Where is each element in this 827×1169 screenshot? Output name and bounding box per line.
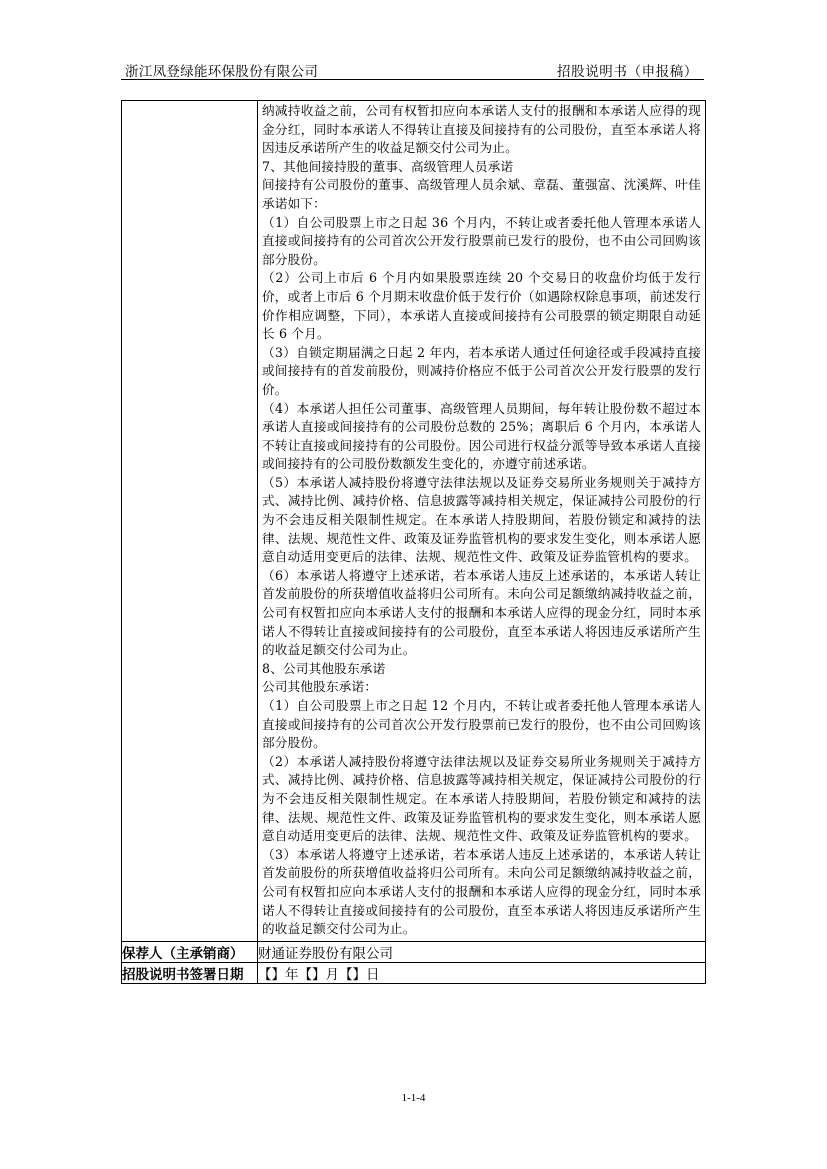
sign-date-value: 【】年【】月【】日	[258, 962, 706, 983]
sponsor-value: 财通证券股份有限公司	[258, 941, 706, 962]
commitment-row	[122, 101, 706, 942]
paragraph: （1）自公司股票上市之日起 36 个月内，不转让或者委托他人管理本承诺人直接或间接持有的公司首次公开发行股票前已发行的股份，也不由公司回购该部分股份。	[262, 214, 701, 267]
paragraph: （3）本承诺人将遵守上述承诺，若本承诺人违反上述承诺的，本承诺人转让首发前股份的所获增值收益将归公司所有。未向公司足额缴纳减持收益之前，公司有权暂扣应向本承诺人支付的报酬和本承诺人应得的现金分红，同时本承诺人不得转让直接或间接持有的公司股份，直至本承诺人将因违反承诺所产生的收益足额交付公司为止。	[262, 846, 701, 937]
paragraph: （4）本承诺人担任公司董事、高级管理人员期间，每年转让股份数不超过本承诺人直接或间接持有的公司股份总数的 25%；离职后 6 个月内，本承诺人不转让直接或间接持有的公司股份。因公司进行权益分派等导致本承诺人直接或间接持有的公司股份数额发生变化的，亦遵守前述承诺。	[262, 400, 701, 472]
page-number: 1-1-4	[401, 1092, 426, 1104]
page-header	[121, 58, 704, 80]
section-heading: 8、公司其他股东承诺	[262, 660, 386, 676]
paragraph: （1）自公司股票上市之日起 12 个月内，不转让或者委托他人管理本承诺人直接或间接持有的公司首次公开发行股票前已发行的股份，也不由公司回购该部分股份。	[262, 698, 701, 751]
company-name: 浙江凤登绿能环保股份有限公司	[125, 64, 319, 80]
sign-date-row	[122, 962, 706, 983]
sponsor-label: 保荐人（主承销商）	[122, 941, 258, 962]
paragraph: （2）本承诺人减持股份将遵守法律法规以及证券交易所业务规则关于减持方式、减持比例、减持价格、信息披露等减持相关规定，保证减持公司股份的行为不会违反相关限制性规定。在本承诺人持股期间，若股份锁定和减持的法律、法规、规范性文件、政策及证券监管机构的要求发生变化，则本承诺人愿意自动适用变更后的法律、法规、规范性文件、政策及证券监管机构的要求。	[262, 753, 701, 844]
paragraph: （3）自锁定期届满之日起 2 年内，若本承诺人通过任何途径或手段减持直接或间接持有的首发前股份，则减持价格应不低于公司首次公开发行股票的发行价。	[262, 344, 701, 397]
commitment-table	[121, 100, 706, 984]
header-divider	[121, 79, 704, 80]
paragraph: 间接持有公司股份的董事、高级管理人员余斌、章磊、董强富、沈溪辉、叶佳承诺如下：	[262, 177, 701, 211]
sponsor-row	[122, 941, 706, 962]
document-type: 招股说明书（申报稿）	[557, 64, 698, 80]
empty-label-cell	[122, 101, 258, 942]
sign-date-label: 招股说明书签署日期	[122, 962, 258, 983]
paragraph: （2）公司上市后 6 个月内如果股票连续 20 个交易日的收盘价均低于发行价，或者上市后 6 个月期末收盘价低于发行价（如遇除权除息事项，前述发行价作相应调整，下同），本承诺人直接或间接持有公司股票的锁定期限自动延长 6 个月。	[262, 270, 701, 342]
section-heading: 7、其他间接持股的董事、高级管理人员承诺	[262, 158, 514, 174]
commitment-text	[258, 101, 705, 941]
paragraph: （6）本承诺人将遵守上述承诺，若本承诺人违反上述承诺的，本承诺人转让首发前股份的所获增值收益将归公司所有。未向公司足额缴纳减持收益之前，公司有权暂扣应向本承诺人支付的报酬和本承诺人应得的现金分红，同时本承诺人不得转让直接或间接持有的公司股份，直至本承诺人将因违反承诺所产生的收益足额交付公司为止。	[262, 567, 701, 658]
paragraph: 公司其他股东承诺：	[262, 679, 378, 695]
commitment-text-cell	[258, 101, 706, 942]
paragraph: 纳减持收益之前，公司有权暂扣应向本承诺人支付的报酬和本承诺人应得的现金分红，同时本承诺人不得转让直接及间接持有的公司股份，直至本承诺人将因违反承诺所产生的收益足额交付公司为止。	[262, 103, 701, 156]
paragraph: （5）本承诺人减持股份将遵守法律法规以及证券交易所业务规则关于减持方式、减持比例、减持价格、信息披露等减持相关规定，保证减持公司股份的行为不会违反相关限制性规定。在本承诺人持股期间，若股份锁定和减持的法律、法规、规范性文件、政策及证券监管机构的要求发生变化，则本承诺人愿意自动适用变更后的法律、法规、规范性文件、政策及证券监管机构的要求。	[262, 474, 701, 565]
